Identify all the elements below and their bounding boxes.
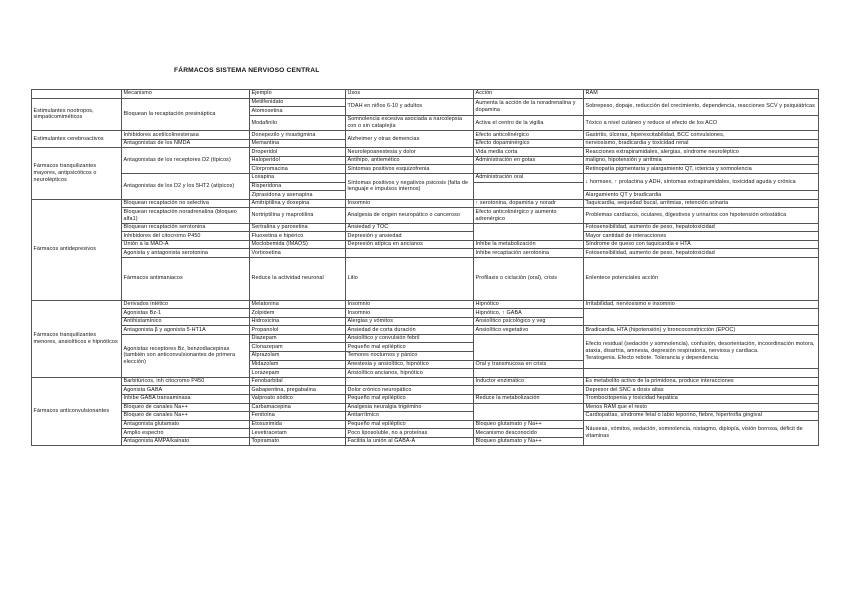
table-row (32, 208, 819, 223)
table-row (32, 300, 819, 309)
group-cell: Fármacos anticonvulsionantes (32, 377, 122, 446)
table-row (32, 334, 819, 343)
table-cell: Depresor del SNC a dosis altas (584, 386, 819, 395)
table-cell: Pequeño mal epiléptico (346, 343, 474, 352)
header-cell: Mecanismo (122, 90, 250, 99)
header-cell: Ejemplo (250, 90, 346, 99)
table-cell: Inhibe la metabolización (474, 240, 584, 249)
table-row (32, 377, 819, 386)
group-cell: Estimulantes cerebroactivos (32, 131, 122, 148)
table-cell: Pequeño mal epiléptico (346, 394, 474, 403)
table-cell: Inhibe recaptación serotonina (474, 249, 584, 258)
table-cell: Oral y transmucosa en crisis (474, 360, 584, 369)
table-cell: Clonazepam (250, 343, 346, 352)
table-cell: Síntomas positivos y negativos psicosis (falta de lenguaje e impulsos internos) (346, 174, 474, 200)
table-cell: Es metabolito activo de la primidona, produce interacciones (584, 377, 819, 386)
table-cell: Insomnio (346, 199, 474, 208)
table-cell: Carbamacepina (250, 403, 346, 412)
table-cell: Diazepam (250, 334, 346, 343)
table-cell: maligno, hipotensión y arritmia (584, 156, 819, 165)
table-cell: Midazolam (250, 360, 346, 369)
table-cell: Antagonistas de los D2 y los 5HT2 (atípicos) (122, 174, 250, 200)
table-cell: Risperidona (250, 182, 346, 191)
table-cell: Propanolol (250, 326, 346, 335)
table-cell: Atomoxetina (250, 107, 346, 116)
table-cell: Bloqueo glutamato y Na++ (474, 437, 584, 446)
table-cell: Agonistas Bz-1 (122, 309, 250, 318)
table-cell: Agonistas receptores Bz, benzodiacepinas (también son anticonvulsionantes de primera elección) (122, 334, 250, 377)
table-cell: Antagonistas de los NMDA (122, 139, 250, 148)
table-cell (584, 334, 819, 368)
table-row (32, 326, 819, 335)
table-cell: Depresión atípica en ancianos (346, 240, 474, 249)
table-cell: Irritabilidad, nerviosismo e insomnio (584, 300, 819, 309)
table-cell: Temores nocturnos y pánico (346, 352, 474, 361)
table-row (32, 420, 819, 429)
table-cell: Tóxico a nivel cutáneo y reduce el efecto de los ACO (584, 115, 819, 130)
table-cell: Efecto anticolinérgico y aumento adrenérgico (474, 208, 584, 223)
table-cell (474, 165, 584, 174)
table-cell: Bloquean recaptación noradrenalina (bloqueo alfa1) (122, 208, 250, 223)
drug-table (31, 89, 819, 446)
table-row (32, 199, 819, 208)
table-cell: Antihipo, antiemético (346, 156, 474, 165)
table-cell: Bloquean recaptación no selectiva (122, 199, 250, 208)
table-cell: Sertralina y paroxetina (250, 223, 346, 232)
table-cell: Insomnio (346, 300, 474, 309)
table-row (32, 249, 819, 258)
table-cell: Síndrome de queso con taquicardia e HTA (584, 240, 819, 249)
header-group (32, 90, 122, 99)
table-cell: Bloquean la recaptación presináptica (122, 98, 250, 131)
table-cell: Alzheimer y otras demencias (346, 131, 474, 148)
table-cell: Melatonina (250, 300, 346, 309)
table-row (32, 98, 819, 107)
table-row (32, 412, 819, 421)
table-cell: Moclobemida (IMAOS) (250, 240, 346, 249)
table-cell (346, 377, 474, 386)
table-cell: Aumenta la acción de la noradrenalina y dopamina (474, 98, 584, 115)
table-row (32, 240, 819, 249)
table-cell: Fotosensibilidad, aumento de peso, hepatotoxicidad (584, 223, 819, 232)
table-cell: Inhibe GABA transaminasa (122, 394, 250, 403)
table-cell: Zolpidem (250, 309, 346, 318)
table-cell: Topiramato (250, 437, 346, 446)
table-row (32, 386, 819, 395)
table-cell: Amitriptilina y doxepina (250, 199, 346, 208)
table-cell: Dolor crónico neuropático (346, 386, 474, 395)
table-cell: Administración oral (474, 174, 584, 183)
table-row (32, 403, 819, 412)
table-cell (474, 223, 584, 240)
document-title: FÁRMACOS SISTEMA NERVIOSO CENTRAL (174, 67, 320, 74)
table-row (32, 309, 819, 318)
table-cell (346, 249, 474, 258)
table-cell: Síntomas positivos esquizofrenia (346, 165, 474, 174)
ram-text: Efecto residual (sedación y somnolencia), confusión, desorientación, incoordinación motora, ataxia, disartria, amnesia, depresión respiratoria, nerviosa y cardiaca. (585, 341, 815, 355)
table-cell: Facilita la unión al GABA-A (346, 437, 474, 446)
table-cell: Vortioxetina (250, 249, 346, 258)
table-cell: Antagonista glutamato (122, 420, 250, 429)
table-cell: Bloqueo de canales Na++ (122, 412, 250, 421)
table-cell (584, 369, 819, 378)
table-cell: Activa el centro de la vigilia (474, 115, 584, 130)
table-cell: Agonista y antagonista serotonina (122, 249, 250, 258)
table-row (32, 232, 819, 241)
table-cell: Antagonistas de los receptores D2 (típicos) (122, 148, 250, 174)
table-cell: Efecto dopaminérgico (474, 139, 584, 148)
table-cell (474, 334, 584, 360)
table-cell: Enlentece potenciales acción (584, 258, 819, 301)
header-cell: Acción (474, 90, 584, 99)
table-cell: Droperidol (250, 148, 346, 157)
table-cell: Derivados intético (122, 300, 250, 309)
table-cell: Náuseas, vómitos, sedación, somnolencia, nistagmo, diplopía, visión borrosa, déficit de vitaminas (584, 420, 819, 446)
table-cell: Sobrepeso, dopaje, reducción del crecimiento, dependencia, reacciones SCV y psiquiátricas (584, 98, 819, 115)
table-cell: Litio (346, 258, 474, 301)
table-header-row (32, 90, 819, 99)
table-cell: Loxapina (250, 174, 346, 183)
table-row (32, 258, 819, 301)
table-cell: Ziprasidona y asenapina (250, 191, 346, 200)
table-cell: Hipnótico (474, 300, 584, 309)
table-cell: Ansiolítico ancianos, hipnótico (346, 369, 474, 378)
table-cell: Pequeño mal epiléptico (346, 420, 474, 429)
table-cell: Bloquean recaptación serotonina (122, 223, 250, 232)
table-cell: Lorazepam (250, 369, 346, 378)
group-cell: Fármacos antimaniacos (122, 258, 250, 301)
table-cell: Reduce la metabolización (474, 394, 584, 403)
table-cell (474, 386, 584, 395)
table-cell: Alergias y vómitos (346, 317, 474, 326)
table-cell: Inhibidores del citocromo P450 (122, 232, 250, 241)
table-cell: Clorpromacina (250, 165, 346, 174)
table-cell: TDAH en niños 6-10 y adultos (346, 98, 474, 115)
table-cell: Fenobarbital (250, 377, 346, 386)
table-cell: nerviosismo, bradicardia y toxicidad renal (584, 139, 819, 148)
table-cell: Metilfenidato (250, 98, 346, 107)
table-cell: Cardiopatías, síndrome fetal o labio leporino, fiebre, hipertrofia gingival (584, 412, 819, 421)
header-cell: Usos (346, 90, 474, 99)
table-cell: Inductor enzimático (474, 377, 584, 386)
table-cell: Modafinilo (250, 115, 346, 130)
table-cell: Alargamiento QT y bradicardia (584, 191, 819, 200)
header-cell: RAM (584, 90, 819, 99)
table-cell: Reacciones extrapiramidales, alergias, síndrome neuroléptico (584, 148, 819, 157)
table-cell: Antagonista AMPA/kainato (122, 437, 250, 446)
table-cell: Ansiedad de corta duración (346, 326, 474, 335)
table-cell: Valproato sódico (250, 394, 346, 403)
table-cell: Mayor cantidad de interacciones (584, 232, 819, 241)
table-cell: Levetiracetam (250, 429, 346, 438)
table-cell: Inhibidores acetilcolinesterasa (122, 131, 250, 140)
table-cell: Barbitúricos, inh citocromo P450 (122, 377, 250, 386)
table-cell: Profilaxis o ciclación (oral), crisis (474, 258, 584, 301)
table-cell: Hidroxicina (250, 317, 346, 326)
table-cell (474, 369, 584, 378)
table-cell: Antihistamínico (122, 317, 250, 326)
table-cell: Mecanismo desconocido (474, 429, 584, 438)
ram-text: Teratogenia. Efecto rebote. Tolerancia y dependencia. (585, 354, 720, 361)
table-cell: Ansiolítico vegetativo (474, 326, 584, 335)
table-cell: Retinopatía pigmentaria y alargamiento QT, ictericia y somnolencia (584, 165, 819, 174)
table-cell: ↓ hormsex, ↑ prolactina y ADH, síntomas extrapiramidales, toxicidad aguda y crónica (584, 174, 819, 191)
table-cell: Ansiedad y TOC (346, 223, 474, 232)
table-cell: Depresión y ansiedad (346, 232, 474, 241)
table-cell: Bloqueo de canales Na++ (122, 403, 250, 412)
table-cell: Analgesia de origen neuropático o canceroso (346, 208, 474, 223)
table-cell: Anestesia y ansiolítico, hipnótico (346, 360, 474, 369)
table-cell: Bradicardia, HTA (hipotensión) y broncoconstricción (EPOC) (584, 326, 819, 335)
table-cell: Etosuximida (250, 420, 346, 429)
table-cell: Bloqueo glutamato y Na++ (474, 420, 584, 429)
table-cell: Ansiolítico y convulsión febril (346, 334, 474, 343)
table-cell: Gabapentina, pregabalina (250, 386, 346, 395)
table-cell (474, 182, 584, 199)
table-cell (584, 309, 819, 326)
table-cell: Ansiolítico psicológico y veg (474, 317, 584, 326)
table-cell: Menos RAM que el resto (584, 403, 819, 412)
group-cell: Fármacos tranquilizantes mayores, antipsicóticos o neurolépticos (32, 148, 122, 199)
table-cell: Neurolepoanestesia y dolor (346, 148, 474, 157)
table-cell: Unión a la MAO-A (122, 240, 250, 249)
table-cell: Insomnio (346, 309, 474, 318)
table-cell: Haloperidol (250, 156, 346, 165)
group-cell: Fármacos tranquilizantes menores, ansiolíticos e hipnóticos (32, 300, 122, 377)
table-cell: Reduce la actividad neuronal (250, 258, 346, 301)
table-cell: Vida media corta (474, 148, 584, 157)
table-row (32, 394, 819, 403)
table-cell: Nortriptilina y maprotilina (250, 208, 346, 223)
table-cell: Antagonista β y agonista 5-HT1A (122, 326, 250, 335)
group-cell: Estimulantes nootropos, simpaticomiméticos (32, 98, 122, 131)
table-cell: Amplio espectro (122, 429, 250, 438)
table-cell: Trombocitopenia y toxicidad hepática (584, 394, 819, 403)
table-cell: Taquicardia, sequedad bucal, arritmias, retención urinaria (584, 199, 819, 208)
table-row (32, 148, 819, 157)
table-cell: Antiarrítmico (346, 412, 474, 421)
table-cell: Fenitoína (250, 412, 346, 421)
table-cell: ↑ serotonina, dopamina y noradr (474, 199, 584, 208)
table-cell: Administración en gotas (474, 156, 584, 165)
table-cell (474, 403, 584, 420)
table-cell: Somnolencia excesiva asociada a narcolepsia con o sin cataplejía (346, 115, 474, 130)
table-cell: Efecto anticolinérgico (474, 131, 584, 140)
group-cell: Fármacos antidepresivos (32, 199, 122, 300)
table-cell: Analgesia neuralgia trigémino (346, 403, 474, 412)
table-row (32, 223, 819, 232)
table-cell: Gastritis, úlceras, hiperexcitabilidad, BCC convulsiones, (584, 131, 819, 140)
table-cell: Fluoxetina e hipérico (250, 232, 346, 241)
table-cell: Poco liposoluble, no a proteínas (346, 429, 474, 438)
table-row (32, 131, 819, 140)
table-cell: Donepezilo y rivastigmina (250, 131, 346, 140)
table-cell: Fotosensibilidad, aumento de peso, hepatotoxicidad (584, 249, 819, 258)
table-cell: Agonista GABA (122, 386, 250, 395)
table-cell: Problemas cardiacos, oculares, digestivos y urinarios con hipotensión ortostática (584, 208, 819, 223)
table-cell: Memantina (250, 139, 346, 148)
table-cell: Hipnótico, ↑ GABA (474, 309, 584, 318)
table-cell: Alprazolam (250, 352, 346, 361)
